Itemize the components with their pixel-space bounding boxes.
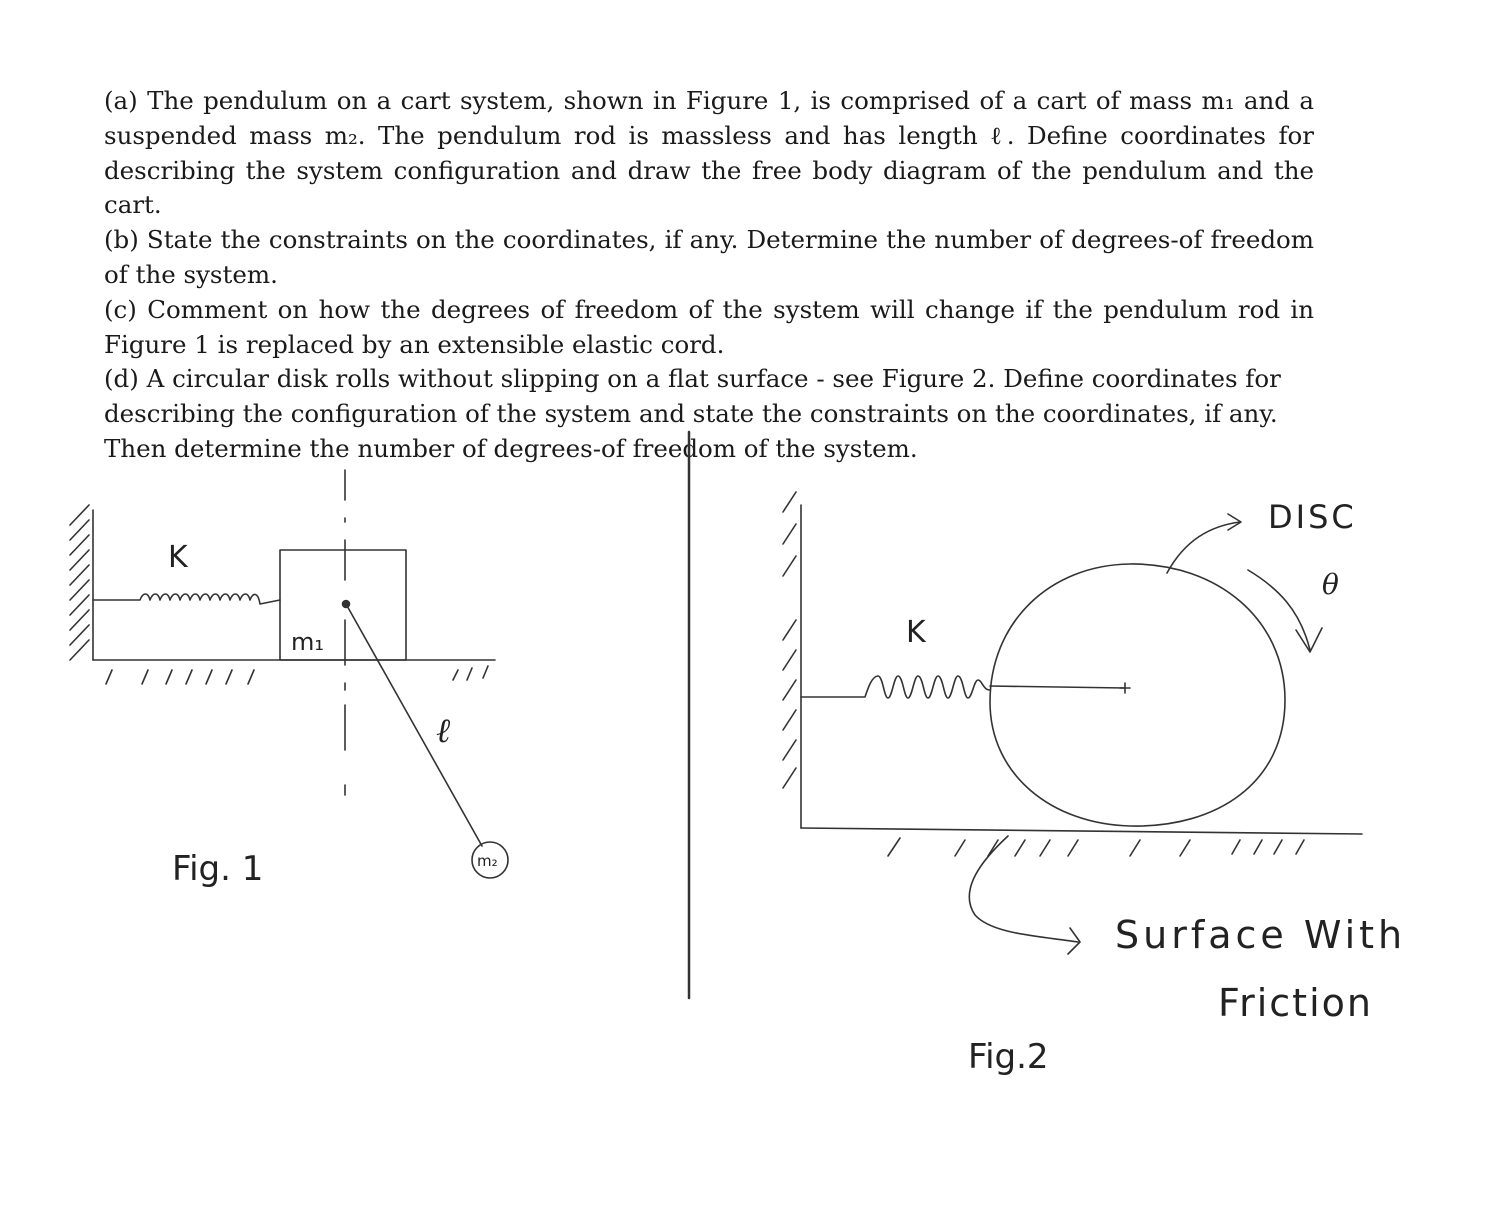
fig2-surface-label-line2: Friction [1218,981,1373,1025]
fig2-spring [801,676,990,698]
fig1-bob-mass-label: m₂ [477,852,498,870]
problem-part-d: (d) A circular disk rolls without slipping on a flat surface - see Figure 2. Define coordinates for describing the configuration of the system and state the constraints on the coordinates, if any. Then determine the number of degrees-of freedom of the system. [104,364,1281,463]
problem-part-c: (c) Comment on how the degrees of freedom of the system will change if the pendulum rod in Figure 1 is replaced by an extensible elastic cord. [104,294,1314,359]
fig2-spring-label: K [906,615,926,650]
fig1-wall [70,505,93,660]
problem-part-a: (a) The pendulum on a cart system, shown in Figure 1, is comprised of a cart of mass m₁ and a suspended mass m₂. The pendulum rod is massless and has length ℓ. Define coordinates for describing the system configuration and draw the free body diagram of the pendulum and the cart. [104,86,1314,220]
fig2-surface-arrow [969,836,1078,942]
fig1-rod-length-label: ℓ [436,711,451,751]
fig2-disc [990,564,1285,826]
fig2-ground [801,828,1362,834]
fig2-disc-label: DISC [1268,498,1357,536]
fig1-caption: Fig. 1 [172,849,264,889]
fig1-ground-hatching [106,666,488,684]
figure-1 [70,470,508,878]
fig1-spring-label: K [168,540,188,575]
fig1-pendulum-rod [346,604,482,846]
fig2-ground-hatching [888,838,1304,856]
fig2-angle-label: θ [1322,568,1339,601]
figure-2 [783,492,1362,954]
fig1-spring [93,594,280,604]
fig2-caption: Fig.2 [968,1037,1049,1077]
fig1-cart-mass-label: m₁ [291,628,324,656]
fig2-disc-radius [990,686,1125,688]
fig2-surface-label-line1: Surface With [1115,913,1407,957]
fig2-wall [783,492,801,828]
problem-part-b: (b) State the constraints on the coordinates, if any. Determine the number of degrees-of freedom of the system. [104,225,1314,289]
